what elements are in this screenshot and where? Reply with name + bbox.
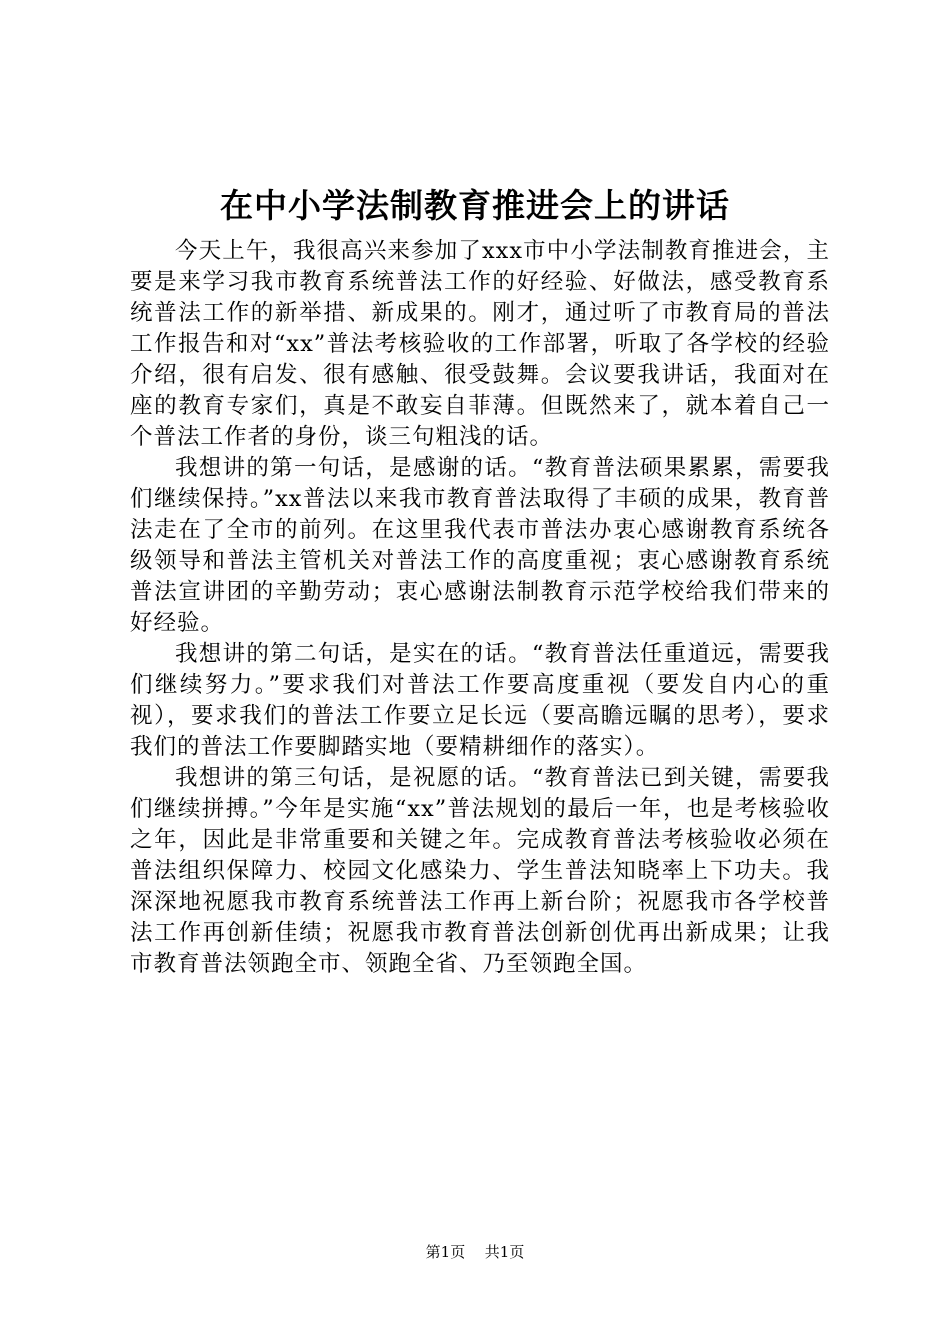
page-number: 第1页 xyxy=(425,1243,466,1261)
document-body xyxy=(130,236,830,980)
page-footer xyxy=(0,1242,950,1262)
paragraph-second-point: 我想讲的第二句话，是实在的话。“教育普法任重道远，需要我们继续努力。”要求我们对普法工作要高度重视（要发自内心的重视），要求我们的普法工作要立足长远（要高瞻远瞩的思考），要求我们的普法工作要脚踏实地（要精耕细作的落实）。 xyxy=(130,641,830,760)
paragraph-third-point: 我想讲的第三句话，是祝愿的话。“教育普法已到关键，需要我们继续拼搏。”今年是实施“xx”普法规划的最后一年，也是考核验收之年，因此是非常重要和关键之年。完成教育普法考核验收必须在普法组织保障力、校园文化感染力、学生普法知晓率上下功夫。我深深地祝愿我市教育系统普法工作再上新台阶；祝愿我市各学校普法工作再创新佳绩；祝愿我市教育普法创新创优再出新成果；让我市教育普法领跑全市、领跑全省、乃至领跑全国。 xyxy=(130,765,830,977)
paragraph-first-point: 我想讲的第一句话，是感谢的话。“教育普法硕果累累，需要我们继续保持。”xx普法以来我市教育普法取得了丰硕的成果，教育普法走在了全市的前列。在这里我代表市普法办衷心感谢教育系统各级领导和普法主管机关对普法工作的高度重视；衷心感谢教育系统普法宣讲团的辛勤劳动；衷心感谢法制教育示范学校给我们带来的好经验。 xyxy=(130,455,830,636)
document-title: 在中小学法制教育推进会上的讲话 xyxy=(220,186,730,225)
paragraph-opening: 今天上午，我很高兴来参加了xxx市中小学法制教育推进会，主要是来学习我市教育系统普法工作的好经验、好做法，感受教育系统普法工作的新举措、新成果的。刚才，通过听了市教育局的普法工作报告和对“xx”普法考核验收的工作部署，听取了各学校的经验介绍，很有启发、很有感触、很受鼓舞。会议要我讲话，我面对在座的教育专家们，真是不敢妄自菲薄。但既然来了，就本着自己一个普法工作者的身份，谈三句粗浅的话。 xyxy=(130,238,830,450)
page-total: 共1页 xyxy=(484,1243,525,1261)
